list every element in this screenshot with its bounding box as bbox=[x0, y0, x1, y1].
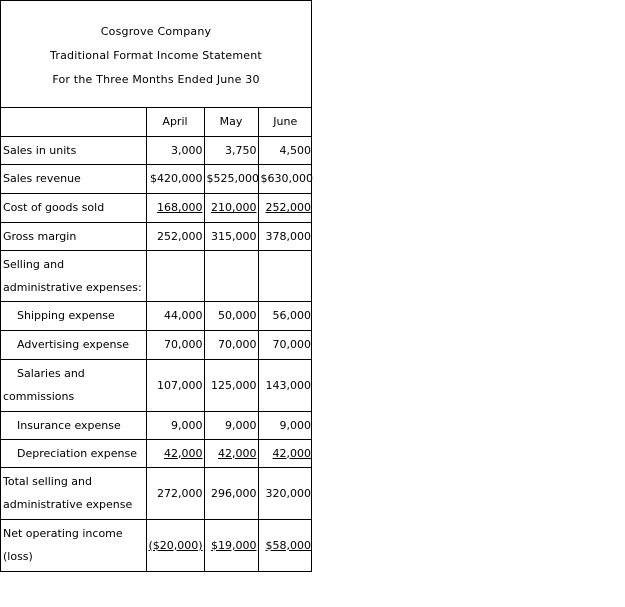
empty-cell bbox=[146, 250, 204, 301]
value-may: 50,000 bbox=[204, 301, 258, 330]
company-name: Cosgrove Company bbox=[100, 25, 212, 38]
row-total-selling-admin bbox=[1, 467, 312, 519]
value-june: 9,000 bbox=[258, 411, 312, 439]
value-april: ($20,000) bbox=[148, 538, 203, 552]
value-may: $525,000 bbox=[204, 164, 258, 193]
empty-cell bbox=[258, 250, 312, 301]
value-may: 9,000 bbox=[204, 411, 258, 439]
statement-table bbox=[1, 108, 312, 571]
statement-title: Traditional Format Income Statement bbox=[50, 49, 262, 62]
value-april: 168,000 bbox=[157, 201, 203, 214]
value-june: 70,000 bbox=[258, 330, 312, 359]
value-april: 70,000 bbox=[146, 330, 204, 359]
value-may: $19,000 bbox=[211, 538, 257, 552]
value-may: 125,000 bbox=[204, 359, 258, 411]
value-june: $630,000 bbox=[258, 164, 312, 193]
value-june: 143,000 bbox=[258, 359, 312, 411]
value-june: 56,000 bbox=[258, 301, 312, 330]
value-may: 210,000 bbox=[211, 201, 257, 214]
row-salaries-commissions bbox=[1, 359, 312, 411]
row-label: Depreciation expense bbox=[1, 439, 146, 467]
value-june: 4,500 bbox=[258, 136, 312, 164]
column-header-june: June bbox=[258, 108, 312, 136]
value-april: $420,000 bbox=[146, 164, 204, 193]
row-depreciation-expense bbox=[1, 439, 312, 467]
row-selling-admin-heading bbox=[1, 250, 312, 301]
row-label: Salaries and commissions bbox=[1, 359, 146, 411]
value-april: 44,000 bbox=[146, 301, 204, 330]
column-header-april: April bbox=[146, 108, 204, 136]
row-net-operating-income bbox=[1, 519, 312, 571]
row-cost-of-goods-sold bbox=[1, 193, 312, 222]
income-statement bbox=[0, 0, 312, 572]
row-label: Insurance expense bbox=[1, 411, 146, 439]
value-may: 315,000 bbox=[204, 222, 258, 250]
empty-cell bbox=[204, 250, 258, 301]
row-shipping-expense bbox=[1, 301, 312, 330]
corner-cell bbox=[1, 108, 146, 136]
row-label: Shipping expense bbox=[1, 301, 146, 330]
value-may: 296,000 bbox=[204, 467, 258, 519]
row-advertising-expense bbox=[1, 330, 312, 359]
value-april: 252,000 bbox=[146, 222, 204, 250]
value-may: 70,000 bbox=[204, 330, 258, 359]
value-april: 272,000 bbox=[146, 467, 204, 519]
column-header-may: May bbox=[204, 108, 258, 136]
row-sales-revenue bbox=[1, 164, 312, 193]
value-june: 42,000 bbox=[272, 446, 311, 460]
value-june: 320,000 bbox=[258, 467, 312, 519]
value-may: 3,750 bbox=[204, 136, 258, 164]
row-label: Total selling and administrative expense bbox=[1, 467, 146, 519]
value-june: 252,000 bbox=[265, 201, 311, 214]
value-april: 9,000 bbox=[146, 411, 204, 439]
row-sales-units bbox=[1, 136, 312, 164]
column-header-row bbox=[1, 108, 312, 136]
row-label: Net operating income (loss) bbox=[1, 519, 146, 571]
row-label: Sales revenue bbox=[1, 164, 146, 193]
value-april: 42,000 bbox=[164, 446, 203, 460]
row-insurance-expense bbox=[1, 411, 312, 439]
statement-header bbox=[1, 1, 311, 108]
value-may: 42,000 bbox=[218, 446, 257, 460]
row-label: Gross margin bbox=[1, 222, 146, 250]
statement-period: For the Three Months Ended June 30 bbox=[52, 73, 260, 86]
value-june: $58,000 bbox=[265, 538, 311, 552]
value-april: 3,000 bbox=[146, 136, 204, 164]
row-label: Advertising expense bbox=[1, 330, 146, 359]
row-gross-margin bbox=[1, 222, 312, 250]
value-april: 107,000 bbox=[146, 359, 204, 411]
row-label: Sales in units bbox=[1, 136, 146, 164]
row-label: Cost of goods sold bbox=[1, 193, 146, 222]
row-label: Selling and administrative expenses: bbox=[1, 250, 146, 301]
value-june: 378,000 bbox=[258, 222, 312, 250]
